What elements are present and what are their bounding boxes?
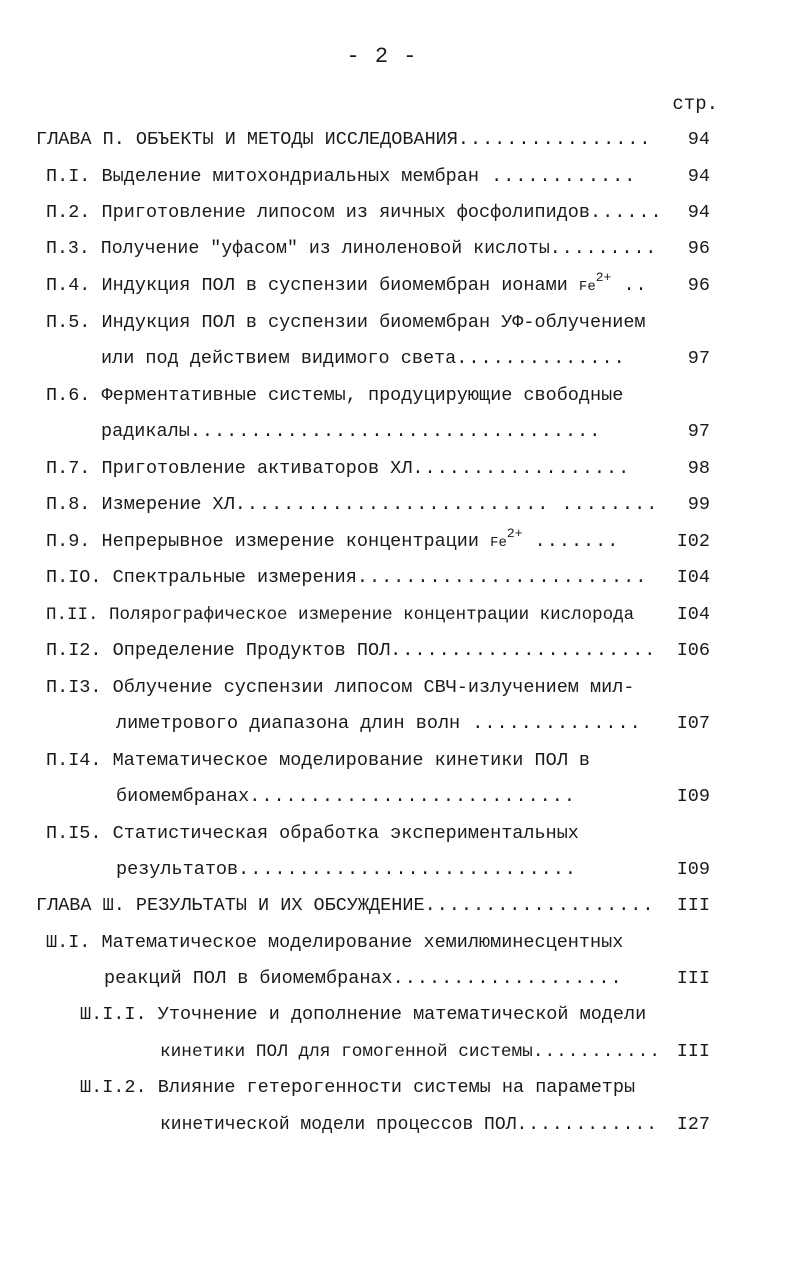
toc-text: Индукция ПОЛ в суспензии биомембран УФ-облучением [101, 312, 646, 333]
toc-num: П.I4. [46, 750, 102, 771]
toc-text: Ферментативные системы, продуцирующие свободные [101, 385, 624, 406]
toc-entry-cont [116, 712, 642, 736]
toc-leader: .............. [456, 348, 626, 369]
toc-text: Математическое моделирование хемилюминесцентных [101, 932, 624, 953]
toc-entry-cont [160, 1040, 661, 1064]
toc-text: Математическое моделирование кинетики ПОЛ в [112, 750, 591, 771]
toc-leader: ............ [479, 166, 637, 187]
toc-page-ref: I07 [676, 713, 710, 734]
toc-entry-cont [116, 858, 577, 882]
toc-leader: ....... [522, 531, 620, 552]
toc-text: реакций ПОЛ в биомембранах [104, 968, 393, 989]
toc-leader: ...... [590, 202, 663, 223]
toc-num: П.I3. [46, 677, 102, 698]
toc-page-ref: 94 [687, 202, 710, 223]
toc-num: П.4. [46, 275, 91, 296]
toc-leader: ................... [392, 968, 623, 989]
toc-text: Измерение ХЛ [101, 494, 235, 515]
toc-subentry [80, 1076, 635, 1100]
toc-page-ref: 97 [687, 421, 710, 442]
toc-leader: ............................ [238, 859, 577, 880]
toc-entry [46, 384, 623, 408]
toc-num: П.5. [46, 312, 91, 333]
toc-subentry [80, 1003, 646, 1027]
toc-entry [46, 749, 590, 773]
toc-page-ref: I06 [676, 640, 710, 661]
toc-num: П.7. [46, 458, 91, 479]
toc-entry [46, 201, 663, 225]
toc-text: или под действием видимого света [101, 348, 457, 369]
toc-text: Определение Продуктов ПОЛ [112, 640, 391, 661]
toc-page-ref: I09 [676, 786, 710, 807]
toc-text: Выделение митохондриальных мембран [101, 166, 479, 187]
toc-page-ref: I04 [676, 604, 710, 625]
toc-entry [46, 165, 636, 189]
toc-leader: ................... [424, 895, 655, 916]
toc-leader: .......................... ........ [234, 494, 659, 515]
toc-page-ref: I27 [676, 1114, 710, 1135]
toc-page-ref: III [676, 968, 710, 989]
toc-num: П.3. [46, 239, 90, 259]
toc-page-ref: 96 [687, 238, 710, 259]
toc-num: П.6. [46, 385, 91, 406]
toc-leader: .................. [412, 458, 631, 479]
toc-text: лиметрового диапазона длин волн [116, 713, 461, 734]
toc-page-ref: I02 [676, 531, 710, 552]
toc-entry-cont [104, 967, 623, 991]
toc-leader: ...................... [390, 640, 657, 661]
toc-page-ref: 96 [687, 275, 710, 296]
page-number: - 2 - [346, 44, 418, 69]
toc-leader: ........................ [356, 567, 648, 588]
toc-leader: ............ [516, 1115, 659, 1135]
toc-num: П.9. [46, 531, 91, 552]
toc-text: Статистическая обработка экспериментальных [112, 823, 579, 844]
toc-leader: ......... [549, 239, 658, 259]
toc-text: Непрерывное измерение концентрации [101, 531, 479, 552]
toc-entry [46, 639, 656, 663]
toc-page-ref: I09 [676, 859, 710, 880]
toc-entry [46, 566, 647, 590]
toc-page-ref: 99 [687, 494, 710, 515]
toc-page-ref: I04 [676, 567, 710, 588]
toc-text: Получение "уфасом" из линоленовой кислоты [100, 239, 550, 259]
toc-entry [46, 603, 634, 627]
toc-text: ГЛАВА Ш. РЕЗУЛЬТАТЫ И ИХ ОБСУЖДЕНИЕ [36, 895, 425, 916]
toc-text: радикалы [101, 421, 190, 442]
toc-page-ref: III [676, 1041, 710, 1062]
toc-entry-cont [116, 785, 576, 809]
toc-num: П.I2. [46, 640, 102, 661]
toc-leader: ................ [457, 129, 652, 150]
ion-charge: 2+ [595, 270, 612, 285]
toc-text: результатов [116, 859, 239, 880]
toc-num: Ш.I.I. [80, 1004, 147, 1025]
toc-leader: ........... [532, 1042, 661, 1062]
toc-page-ref: III [676, 895, 710, 916]
toc-num: П.II. [46, 605, 99, 625]
toc-entry [46, 676, 634, 700]
toc-num: Ш.I.2. [80, 1077, 147, 1098]
toc-text: биомембранах [116, 786, 250, 807]
toc-text: кинетической модели процессов ПОЛ [160, 1115, 517, 1135]
toc-text: Облучение суспензии липосом СВЧ-излучением мил- [112, 677, 635, 698]
toc-entry-cont [101, 347, 626, 371]
toc-text: ГЛАВА П. ОБЪЕКТЫ И МЕТОДЫ ИССЛЕДОВАНИЯ [36, 129, 458, 150]
toc-text: Индукция ПОЛ в суспензии биомембран ионами [101, 275, 568, 296]
toc-text: Спектральные измерения [112, 567, 357, 588]
toc-text: Уточнение и дополнение математической модели [157, 1004, 647, 1025]
toc-num: П.2. [46, 202, 91, 223]
toc-entry-cont [101, 420, 601, 444]
toc-text: Влияние гетерогенности системы на параметры [157, 1077, 636, 1098]
toc-chapter-2 [36, 128, 652, 152]
toc-page-ref: 94 [687, 166, 710, 187]
toc-entry [46, 311, 646, 335]
iron-symbol: Fe [490, 535, 507, 551]
toc-chapter-3 [36, 894, 655, 918]
ion-charge: 2+ [506, 526, 523, 541]
toc-entry [46, 493, 658, 517]
toc-text: Приготовление активаторов ХЛ [101, 458, 413, 479]
toc-leader: ........................... [249, 786, 576, 807]
toc-page-ref: 98 [687, 458, 710, 479]
toc-text: Полярографическое измерение концентрации кислорода [109, 605, 635, 625]
toc-num: П.I5. [46, 823, 102, 844]
toc-entry-cont [160, 1113, 658, 1137]
toc-num: П.8. [46, 494, 91, 515]
toc-num: Ш.I. [46, 932, 91, 953]
toc-num: П.I. [46, 166, 91, 187]
toc-entry [46, 237, 657, 261]
toc-entry [46, 931, 623, 955]
toc-entry [46, 457, 630, 481]
iron-symbol: Fe [578, 279, 596, 295]
toc-page-ref: 94 [687, 129, 710, 150]
toc-entry [46, 526, 620, 555]
toc-entry [46, 822, 579, 846]
toc-text: кинетики ПОЛ для гомогенной системы [160, 1042, 533, 1062]
toc-leader: .................................. [189, 421, 602, 442]
toc-text: Приготовление липосом из яичных фосфолипидов [101, 202, 591, 223]
page-column-header: стр. [672, 93, 718, 115]
toc-num: П.IO. [46, 567, 102, 588]
toc-page-ref: 97 [687, 348, 710, 369]
toc-leader: .............. [460, 713, 642, 734]
toc-entry [46, 270, 648, 299]
toc-leader: .. [611, 275, 648, 296]
